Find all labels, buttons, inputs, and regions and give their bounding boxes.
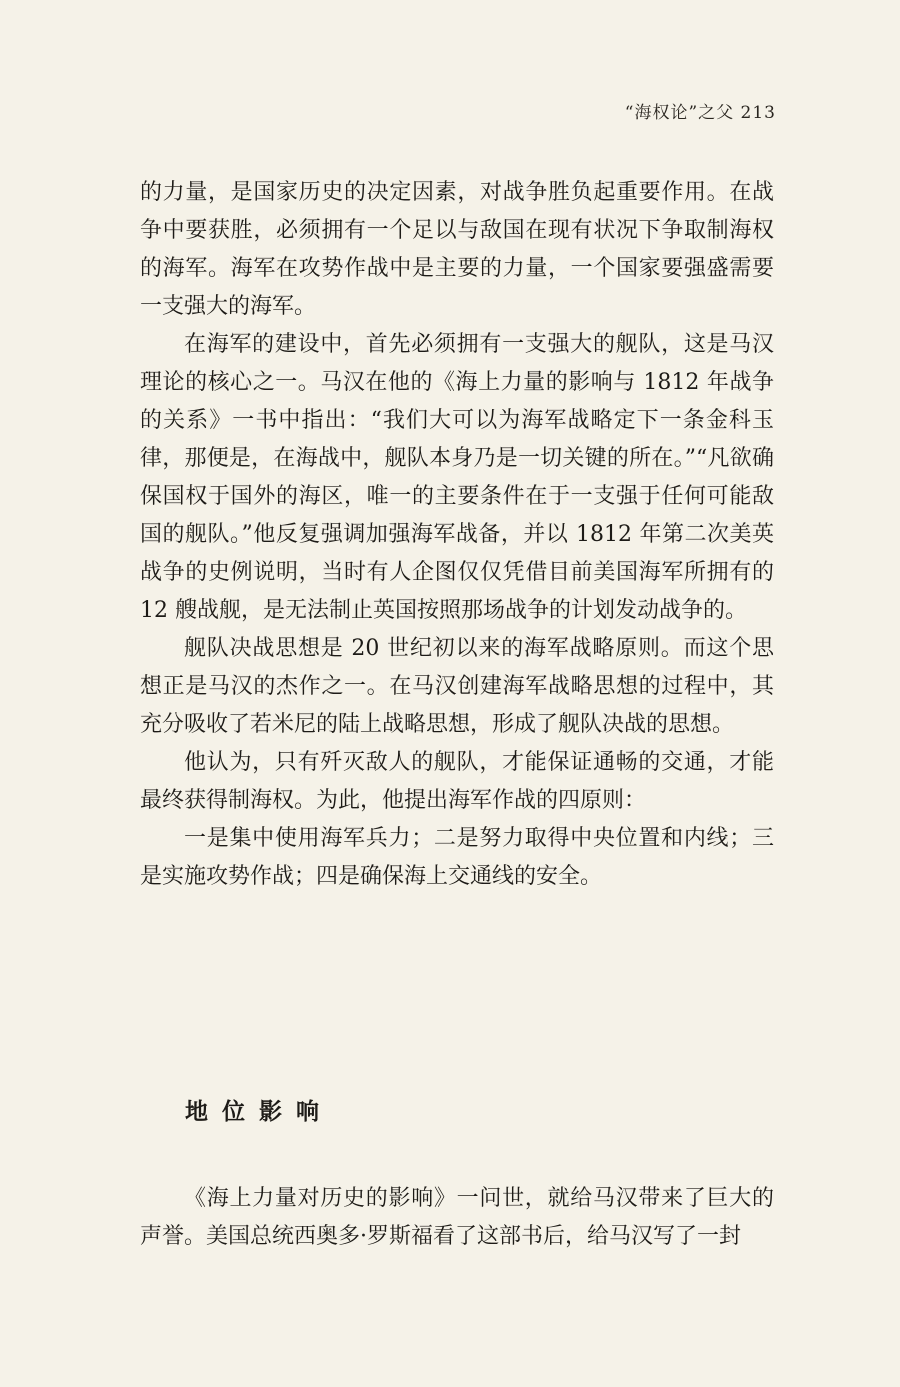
paragraph-continued: 的力量，是国家历史的决定因素，对战争胜负起重要作用。在战争中要获胜，必须拥有一个足以与敌国在现有状况下争取制海权的海军。海军在攻势作战中是主要的力量，一个国家要强盛需要一支强大的海军。 bbox=[140, 180, 774, 319]
paragraph: 一是集中使用海军兵力；二是努力取得中央位置和内线；三是实施攻势作战；四是确保海上交通线的安全。 bbox=[140, 826, 774, 889]
paragraph: 《海上力量对历史的影响》一问世，就给马汉带来了巨大的声誉。美国总统西奥多·罗斯福看了这部书后，给马汉写了一封 bbox=[140, 1186, 774, 1249]
paragraph: 在海军的建设中，首先必须拥有一支强大的舰队，这是马汉理论的核心之一。马汉在他的《海上力量的影响与 1812 年战争的关系》一书中指出：“我们大可以为海军战略定下一条金科玉律，那便是，在海战中，舰队本身乃是一切关键的所在。”“凡欲确保国权于国外的海区，唯一的主要条件在于一支强于任何可能敌国的舰队。”他反复强调加强海军战备，并以 1812 年第二次美英战争的史例说明，当时有人企图仅仅凭借目前美国海军所拥有的 12 艘战舰，是无法制止英国按照那场战争的计划发动战争的。 bbox=[140, 332, 774, 623]
paragraph: 舰队决战思想是 20 世纪初以来的海军战略原则。而这个思想正是马汉的杰作之一。在马汉创建海军战略思想的过程中，其充分吸收了若米尼的陆上战略思想，形成了舰队决战的思想。 bbox=[140, 636, 774, 737]
section-text bbox=[140, 1180, 774, 1256]
running-header: “海权论”之父 213 bbox=[624, 103, 776, 123]
paragraph: 他认为，只有歼灭敌人的舰队，才能保证通畅的交通，才能最终获得制海权。为此，他提出海军作战的四原则： bbox=[140, 750, 774, 813]
section-title: 地位影响 bbox=[185, 1099, 333, 1125]
main-text bbox=[140, 174, 774, 896]
